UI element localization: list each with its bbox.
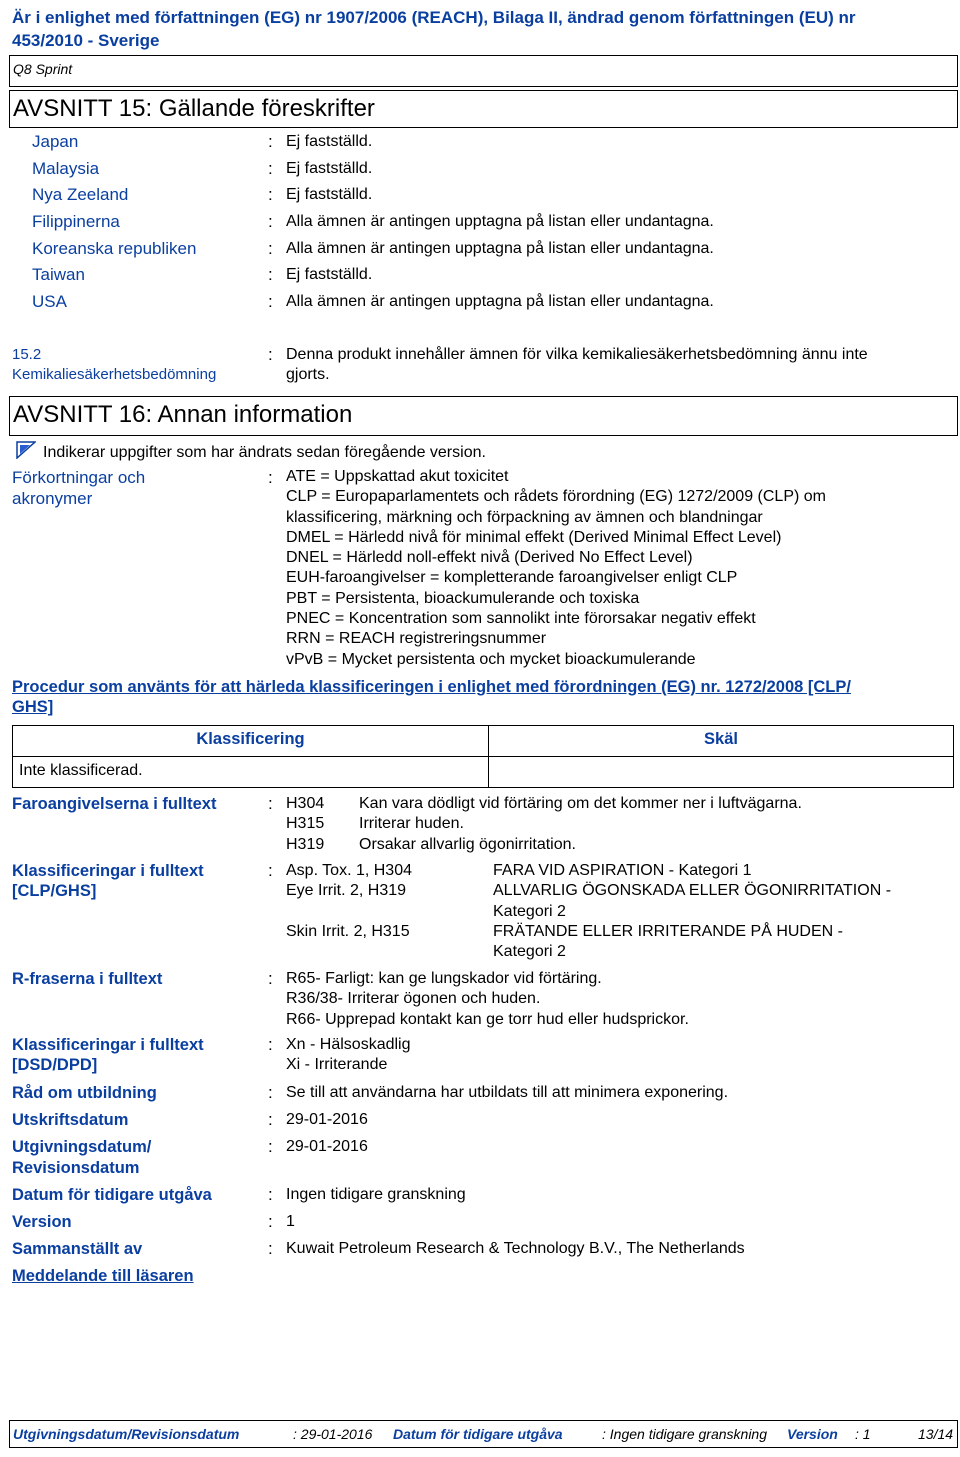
inventory-label-taiwan: Taiwan <box>32 265 85 284</box>
clp-code: Eye Irrit. 2, H319 <box>286 882 407 899</box>
footer-version-value: : 1 <box>855 1426 871 1442</box>
clp-text-continued: Kategori 2 <box>493 943 566 960</box>
colon: : <box>268 212 273 231</box>
abbreviations-label-line-2: akronymer <box>12 489 93 508</box>
clp-label-line-2: [CLP/GHS] <box>12 882 97 900</box>
section-16-title: AVSNITT 16: Annan information <box>13 401 353 428</box>
colon: : <box>268 794 273 813</box>
inventory-value-korea: Alla ämnen är antingen upptagna på listan eller undantagna. <box>286 240 714 257</box>
training-label: Råd om utbildning <box>12 1084 157 1102</box>
clp-text: FARA VID ASPIRATION - Kategori 1 <box>493 862 752 879</box>
hazard-code: H319 <box>286 836 325 853</box>
clp-code: Asp. Tox. 1, H304 <box>286 862 412 879</box>
footer-issue-label: Utgivningsdatum/Revisionsdatum <box>13 1426 240 1442</box>
table-cell-classification: Inte klassificerad. <box>13 757 489 788</box>
colon: : <box>268 185 273 204</box>
compiled-by-label: Sammanställt av <box>12 1240 143 1258</box>
footer-page-number: 13/14 <box>918 1426 954 1442</box>
r-phrases-label: R-fraserna i fulltext <box>12 970 163 988</box>
footer-version-label: Version <box>787 1426 838 1442</box>
inventory-value-philippines: Alla ämnen är antingen upptagna på listan eller undantagna. <box>286 213 714 230</box>
inventory-value-usa: Alla ämnen är antingen upptagna på listan eller undantagna. <box>286 293 714 310</box>
hazard-text: Irriterar huden. <box>359 815 464 832</box>
r-phrase-item: R36/38- Irriterar ögonen och huden. <box>286 990 541 1008</box>
colon: : <box>268 239 273 258</box>
dsd-item: Xn - Hälsoskadlig <box>286 1036 411 1053</box>
abbreviation-item: PBT = Persistenta, bioackumulerande och toxiska <box>286 589 640 607</box>
inventory-label-korea: Koreanska republiken <box>32 239 197 258</box>
abbreviation-item: DNEL = Härledd noll-effekt nivå (Derived No Effect Level) <box>286 549 693 567</box>
table-header-classification: Klassificering <box>13 726 489 757</box>
inventory-value-malaysia: Ej fastställd. <box>286 160 373 177</box>
training-value: Se till att användarna har utbildats till att minimera exponering. <box>286 1084 729 1101</box>
colon: : <box>268 159 273 178</box>
clp-text: FRÄTANDE ELLER IRRITERANDE PÅ HUDEN - <box>493 923 843 940</box>
procedure-title-line-1: Procedur som använts för att härleda klassificeringen i enlighet med förordningen (EG) nr. 1272/2008 [CLP/ <box>12 678 851 696</box>
footer-previous-label: Datum för tidigare utgåva <box>393 1426 563 1442</box>
clp-label-line-1: Klassificeringar i fulltext <box>12 862 204 880</box>
csa-label: Kemikaliesäkerhetsbedömning <box>12 366 217 383</box>
procedure-title-line-2: GHS] <box>12 698 54 716</box>
colon: : <box>268 1035 273 1054</box>
abbreviation-item: EUH-faroangivelser = kompletterande faroangivelser enligt CLP <box>286 569 738 587</box>
clp-text-continued: Kategori 2 <box>493 903 566 920</box>
notice-to-reader-label: Meddelande till läsaren <box>12 1267 194 1285</box>
colon: : <box>268 1239 273 1258</box>
abbreviation-item: RRN = REACH registreringsnummer <box>286 630 547 648</box>
issue-date-value: 29-01-2016 <box>286 1138 368 1155</box>
version-label: Version <box>12 1213 72 1231</box>
colon: : <box>268 132 273 151</box>
inventory-label-philippines: Filippinerna <box>32 212 120 231</box>
dsd-item: Xi - Irriterande <box>286 1056 388 1074</box>
inventory-label-usa: USA <box>32 292 67 311</box>
colon: : <box>268 1137 273 1156</box>
inventory-value-japan: Ej fastställd. <box>286 133 373 150</box>
abbreviations-list <box>286 467 826 670</box>
inventory-label-malaysia: Malaysia <box>32 159 100 178</box>
colon: : <box>268 861 273 880</box>
footer-issue-value: : 29-01-2016 <box>293 1426 373 1442</box>
abbreviation-item: DMEL = Härledd nivå för minimal effekt (Derived Minimal Effect Level) <box>286 528 782 546</box>
document-header-line-2: 453/2010 - Sverige <box>12 31 160 50</box>
abbreviation-item: ATE = Uppskattad akut toxicitet <box>286 468 509 485</box>
issue-date-label-line-2: Revisionsdatum <box>12 1159 140 1177</box>
abbreviation-item: vPvB = Mycket persistenta och mycket bioackumulerande <box>286 650 696 668</box>
inventory-label-japan: Japan <box>32 132 79 151</box>
previous-date-value: Ingen tidigare granskning <box>286 1186 466 1203</box>
abbreviation-item: PNEC = Koncentration som sannolikt inte förorsakar negativ effekt <box>286 610 756 628</box>
footer-previous-value: : Ingen tidigare granskning <box>602 1426 767 1442</box>
r-phrase-item: R65- Farligt: kan ge lungskador vid förtäring. <box>286 970 602 987</box>
inventory-value-new-zealand: Ej fastställd. <box>286 186 373 203</box>
colon: : <box>268 1212 273 1231</box>
clp-text: ALLVARLIG ÖGONSKADA ELLER ÖGONIRRITATION - <box>493 882 892 899</box>
inventory-label-new-zealand: Nya Zeeland <box>32 185 129 204</box>
dsd-label-line-2: [DSD/DPD] <box>12 1056 98 1074</box>
inventory-value-taiwan: Ej fastställd. <box>286 266 373 283</box>
issue-date-label-line-1: Utgivningsdatum/ <box>12 1138 152 1156</box>
colon: : <box>268 1110 273 1129</box>
classification-table <box>12 725 954 788</box>
compiled-by-value: Kuwait Petroleum Research & Technology B.V., The Netherlands <box>286 1240 745 1257</box>
table-header-reason: Skäl <box>489 726 954 757</box>
product-name-box <box>9 55 958 87</box>
hazard-text: Kan vara dödligt vid förtäring om det kommer ner i luftvägarna. <box>359 795 802 812</box>
print-date-label: Utskriftsdatum <box>12 1111 129 1129</box>
section-15-title: AVSNITT 15: Gällande föreskrifter <box>13 95 375 122</box>
colon: : <box>268 292 273 311</box>
document-header-line-1: Är i enlighet med författningen (EG) nr 1907/2006 (REACH), Bilaga II, ändrad genom författningen (EU) nr <box>12 8 856 27</box>
colon: : <box>268 969 273 988</box>
hazard-code: H315 <box>286 815 325 832</box>
colon: : <box>268 265 273 284</box>
abbreviations-label-line-1: Förkortningar och <box>12 468 146 487</box>
hazard-code: H304 <box>286 795 325 812</box>
abbreviation-item: CLP = Europaparlamentets och rådets förordning (EG) 1272/2009 (CLP) om <box>286 488 826 506</box>
csa-label-number: 15.2 <box>12 346 42 363</box>
previous-date-label: Datum för tidigare utgåva <box>12 1186 212 1204</box>
csa-value-line-1: Denna produkt innehåller ämnen för vilka kemikaliesäkerhetsbedömning ännu inte <box>286 346 868 363</box>
change-marker-icon <box>16 441 36 459</box>
abbreviation-item: klassificering, märkning och förpackning av ämnen och blandningar <box>286 508 763 526</box>
colon: : <box>268 1185 273 1204</box>
colon: : <box>268 345 273 364</box>
r-phrase-item: R66- Upprepad kontakt kan ge torr hud eller hudsprickor. <box>286 1010 689 1028</box>
colon: : <box>268 1083 273 1102</box>
dsd-label-line-1: Klassificeringar i fulltext <box>12 1036 204 1054</box>
product-name: Q8 Sprint <box>13 61 73 77</box>
dsd-list <box>286 1035 411 1076</box>
csa-value-line-2: gjorts. <box>286 366 330 383</box>
print-date-value: 29-01-2016 <box>286 1111 368 1128</box>
clp-code: Skin Irrit. 2, H315 <box>286 923 410 940</box>
table-cell-reason <box>489 757 954 788</box>
changes-note: Indikerar uppgifter som har ändrats sedan föregående version. <box>43 444 486 461</box>
hazard-text: Orsakar allvarlig ögonirritation. <box>359 836 576 853</box>
r-phrases-list <box>286 969 689 1030</box>
version-value: 1 <box>286 1213 295 1230</box>
colon: : <box>268 468 273 487</box>
hazard-statements-label: Faroangivelserna i fulltext <box>12 795 217 813</box>
